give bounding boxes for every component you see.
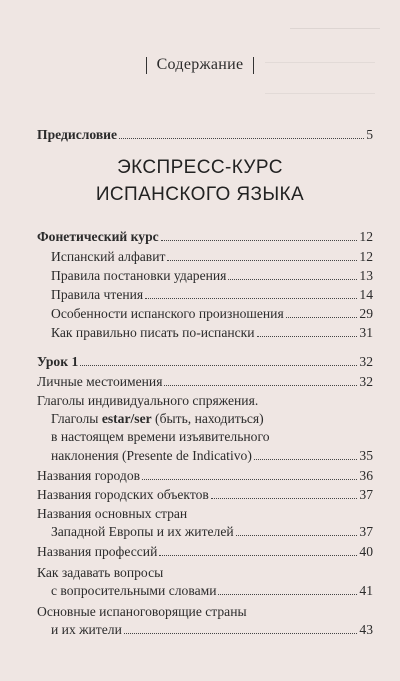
toc-label-text: (быть, находиться) <box>151 411 264 426</box>
toc-entry-alphabet[interactable] <box>51 248 373 266</box>
dot-leader <box>164 385 357 386</box>
toc-label-text: Глаголы <box>51 411 102 426</box>
dot-leader <box>286 317 358 318</box>
toc-final-line <box>51 582 373 600</box>
toc-entry-phonetic[interactable] <box>37 228 373 246</box>
toc-label-line: Как задавать вопросы <box>37 565 164 580</box>
dot-leader <box>228 279 357 280</box>
toc-page-number: 29 <box>359 306 373 321</box>
toc-label-line: и их жители <box>51 622 122 637</box>
toc-label: Названия городов <box>37 468 141 483</box>
bleed-through-text <box>290 28 380 37</box>
contents-header <box>0 56 400 74</box>
toc-label: Испанский алфавит <box>51 249 166 264</box>
dot-leader <box>142 479 357 480</box>
toc-entry-stress-rules[interactable] <box>51 267 373 285</box>
toc-label-line: Основные испаноговорящие страны <box>37 604 247 619</box>
toc-page-number: 40 <box>359 544 373 559</box>
toc-label: Предисловие <box>37 127 118 142</box>
toc-label: Урок 1 <box>37 354 79 369</box>
toc-label: Фонетический курс <box>37 229 159 244</box>
toc-label-line: Глаголы индивидуального спряжения. <box>37 393 259 408</box>
dot-leader <box>161 240 358 241</box>
toc-label: Как правильно писать по-испански <box>51 325 255 340</box>
toc-label: Названия профессий <box>37 544 158 559</box>
toc-page-number: 12 <box>359 249 373 264</box>
toc-entry-cities[interactable] <box>37 467 373 485</box>
toc-label: Правила постановки ударения <box>51 268 227 283</box>
toc-entry-pronunciation[interactable] <box>51 305 373 323</box>
toc-label-line: наклонения (Presente de Indicativo) <box>51 448 252 463</box>
toc-entry-questions[interactable] <box>37 564 373 602</box>
toc-label: Правила чтения <box>51 287 144 302</box>
toc-page-number: 32 <box>359 354 373 369</box>
toc-page-number: 43 <box>359 622 373 637</box>
toc-entry-reading-rules[interactable] <box>51 286 373 304</box>
toc-label-line: с вопросительными словами <box>51 583 217 598</box>
toc-entry-preface[interactable] <box>37 126 373 144</box>
dot-leader <box>124 633 358 634</box>
toc-entry-professions[interactable] <box>37 543 373 561</box>
toc-page-number: 31 <box>359 325 373 340</box>
course-title-line2: ИСПАНСКОГО ЯЗЫКА <box>95 184 305 205</box>
dot-leader <box>80 365 357 366</box>
toc-entry-verbs[interactable] <box>37 392 373 468</box>
toc-page-number: 5 <box>366 127 373 142</box>
toc-entry-city-objects[interactable] <box>37 486 373 504</box>
toc-page-number: 32 <box>359 374 373 389</box>
toc-entry-spanish-countries[interactable] <box>37 603 373 641</box>
toc-label-line: Западной Европы и их жителей <box>51 524 234 539</box>
toc-label-line <box>51 410 264 428</box>
toc-page-number: 41 <box>359 583 373 598</box>
toc-label: Личные местоимения <box>37 374 163 389</box>
course-title-line1: ЭКСПРЕСС-КУРС <box>117 157 283 178</box>
dot-leader <box>218 594 357 595</box>
toc-entry-lesson1[interactable] <box>37 353 373 371</box>
toc-page-number: 14 <box>359 287 373 302</box>
toc-entry-spelling[interactable] <box>51 324 373 342</box>
dot-leader <box>211 498 358 499</box>
dot-leader <box>254 459 358 460</box>
dot-leader <box>236 535 358 536</box>
toc-entry-pronouns[interactable] <box>37 373 373 391</box>
dot-leader <box>257 336 358 337</box>
toc-page-number: 37 <box>359 524 373 539</box>
header-right-bar <box>253 57 254 74</box>
toc-page-number: 35 <box>359 448 373 463</box>
toc-label-line: Названия основных стран <box>37 506 188 521</box>
toc-label-verbs-bold: estar/ser <box>101 411 152 426</box>
contents-title: Содержание <box>156 56 244 73</box>
toc-label: Особенности испанского произношения <box>51 306 284 321</box>
toc-final-line <box>51 447 373 465</box>
toc-label-line: в настоящем времени изъявительного <box>51 429 270 444</box>
dot-leader <box>119 138 364 139</box>
toc-page-number: 12 <box>359 229 373 244</box>
toc-page-number: 13 <box>359 268 373 283</box>
dot-leader <box>159 555 357 556</box>
toc-page-number: 36 <box>359 468 373 483</box>
toc-page-number: 37 <box>359 487 373 502</box>
toc-final-line <box>51 523 373 541</box>
dot-leader <box>145 298 357 299</box>
toc-entry-countries[interactable] <box>37 505 373 543</box>
dot-leader <box>167 260 357 261</box>
toc-final-line <box>51 621 373 639</box>
toc-label: Названия городских объектов <box>37 487 209 502</box>
